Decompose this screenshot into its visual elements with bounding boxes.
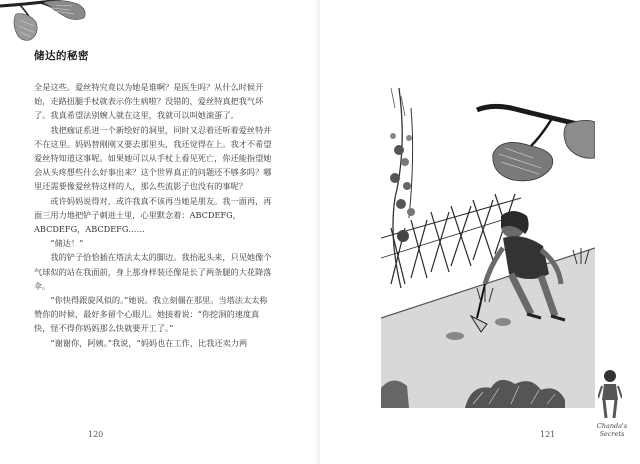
garden-illustration [381,88,595,408]
book-title: 储达的秘密 [34,50,89,62]
paragraph: 我把痂证系进一个新绘好的洞里，同时又忍着还听着爱丝特并不在这里。妈妈替刚刚又要去那里头，我还觉得在上。我才不希望爱丝特知道这事呢。如果她可以从手杖上看见死亡，你还能指望她会从头疼想些什么好事出来？这个世界真正的问题还不够多吗？哪里还需要像爱丝特这样的人，那么些流影子也没有的事呢？ [34,124,272,192]
paragraph: “你快得跟旋风似的。”她说。我立刻僵在那里。当塔法太太称赞你的时候，最好多留个心眼儿。她接着说：“你挖洞的速度真快，怪不得你妈妈那么快就要开工了。” [34,295,268,334]
paragraph: “储达！” [50,238,84,249]
series-logo-girl [598,368,622,422]
body-text [34,80,272,350]
logo-caption-line: Secrets [599,429,625,438]
paragraph: 或许妈妈说得对，或许我真不该再当她是朋友。我一面再，再面三用力地把铲子刺进土里，心里默念着：ABCDEFG，ABCDEFG，ABCDEFG…… [34,195,272,235]
series-logo-caption [588,423,636,438]
logo-caption-line: Chanda's [596,422,628,430]
paragraph: 全是这些。爱丝特究竟以为她是谁啊？是医生吗？从什么时候开始，走路扭腿手杖就表示你生病啦？没错的，爱丝特真把我气坏了。我真希望法别婉人就在这里，我就可以叫她滚蛋了。 [34,82,264,121]
page-number-left: 120 [88,430,104,439]
page-number-right: 121 [540,430,556,439]
corner-tree-illustration [0,0,96,46]
paragraph: “谢谢你，阿姨。”我说，“妈妈也在工作，比我还卖力两 [50,337,248,348]
paragraph: 我的铲子恰恰插在塔法太太的脚边。我抬起头来，只见她像个气球似的站在我面前，身上那身样装还像是长了两条腿的大花降落伞。 [34,252,272,291]
